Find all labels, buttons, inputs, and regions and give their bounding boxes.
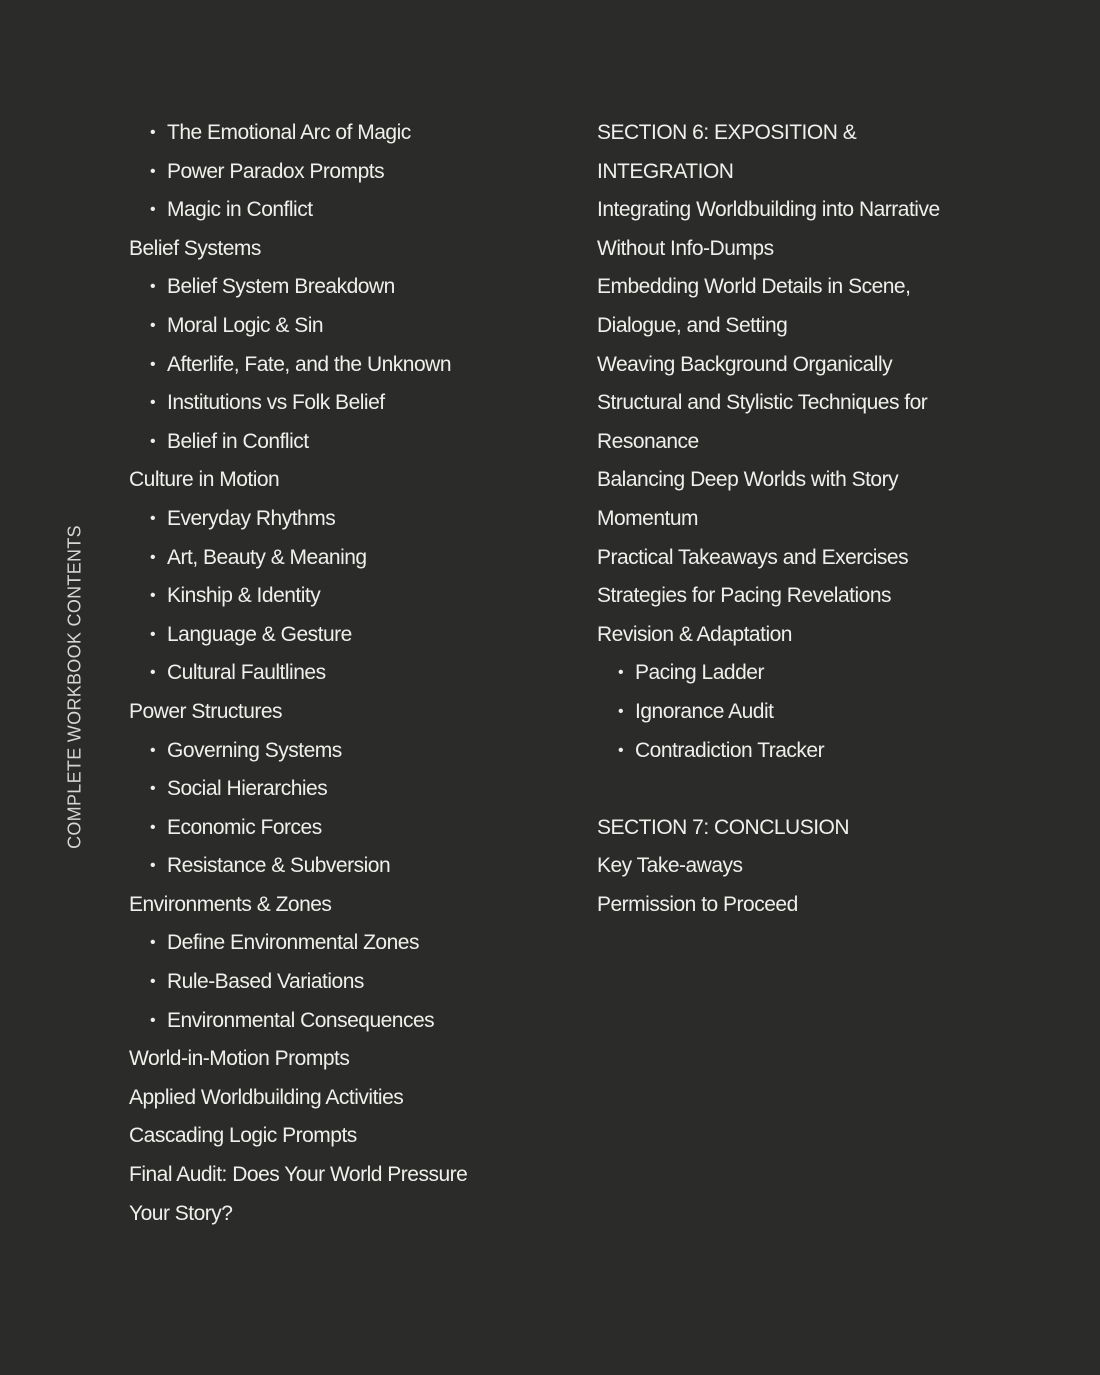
toc-text: Dialogue, and Setting: [597, 313, 788, 337]
contents-right-column: [597, 114, 1017, 924]
toc-item-world-in-motion-prompts: [129, 1040, 569, 1079]
toc-item-strategies-for-pacing-revelations: [597, 577, 1017, 616]
toc-text: Permission to Proceed: [597, 892, 798, 916]
toc-text: Key Take-aways: [597, 854, 743, 878]
section-spacer: [597, 770, 1017, 809]
toc-subitem-social-hierarchies: [129, 770, 569, 809]
toc-text: Momentum: [597, 506, 699, 530]
toc-subitem-ignorance-audit: [597, 693, 1017, 732]
bullet-icon: •: [618, 664, 624, 682]
toc-text: Final Audit: Does Your World Pressure: [129, 1163, 468, 1187]
toc-subitem-resistance-and-subversion: [129, 847, 569, 886]
toc-text: Applied Worldbuilding Activities: [129, 1085, 404, 1109]
toc-text: Cascading Logic Prompts: [129, 1124, 357, 1148]
contents-left-column: [129, 114, 569, 1233]
toc-text: Resonance: [597, 429, 699, 453]
toc-text: Institutions vs Folk Belief: [167, 391, 385, 415]
toc-item-embedding-world-details-in-scene: [597, 268, 1017, 307]
toc-subitem-economic-forces: [129, 809, 569, 848]
bullet-icon: •: [150, 857, 156, 875]
toc-subitem-belief-in-conflict: [129, 423, 569, 462]
toc-subitem-institutions-vs-folk-belief: [129, 384, 569, 423]
vertical-section-label: COMPLETE WORKBOOK CONTENTS: [64, 525, 85, 849]
toc-subitem-contradiction-tracker: [597, 732, 1017, 771]
toc-text: Cultural Faultlines: [167, 661, 326, 685]
toc-text: Embedding World Details in Scene,: [597, 275, 911, 299]
section-heading-section-7-conclusion: [597, 809, 1017, 848]
toc-text: Weaving Background Organically: [597, 352, 893, 376]
toc-item-applied-worldbuilding-activities: [129, 1079, 569, 1118]
toc-item-belief-systems: [129, 230, 569, 269]
bullet-icon: •: [618, 702, 624, 720]
toc-item-culture-in-motion: [129, 461, 569, 500]
toc-item-balancing-deep-worlds-with-story: [597, 461, 1017, 500]
toc-text: Balancing Deep Worlds with Story: [597, 468, 899, 492]
toc-text: Belief in Conflict: [167, 429, 309, 453]
toc-subitem-art-beauty-and-meaning: [129, 539, 569, 578]
bullet-icon: •: [150, 818, 156, 836]
toc-text: Rule-Based Variations: [167, 970, 364, 994]
toc-text: Power Paradox Prompts: [167, 159, 385, 183]
bullet-icon: •: [150, 316, 156, 334]
toc-item-permission-to-proceed: [597, 886, 1017, 925]
toc-subitem-afterlife-fate-and-the-unknown: [129, 346, 569, 385]
toc-text: Culture in Motion: [129, 468, 280, 492]
toc-subitem-belief-system-breakdown: [129, 268, 569, 307]
toc-text: INTEGRATION: [597, 159, 734, 183]
bullet-icon: •: [150, 548, 156, 566]
toc-text: Environments & Zones: [129, 892, 332, 916]
toc-text: Magic in Conflict: [167, 198, 313, 222]
toc-item-without-info-dumps: [597, 230, 1017, 269]
bullet-icon: •: [150, 432, 156, 450]
toc-text: Ignorance Audit: [635, 699, 774, 723]
toc-item-integrating-worldbuilding-into-narrative: [597, 191, 1017, 230]
toc-text: Revision & Adaptation: [597, 622, 792, 646]
toc-text: Power Structures: [129, 699, 283, 723]
bullet-icon: •: [150, 625, 156, 643]
toc-text: Belief Systems: [129, 236, 261, 260]
toc-text: Moral Logic & Sin: [167, 313, 324, 337]
toc-text: Afterlife, Fate, and the Unknown: [167, 352, 451, 376]
toc-item-resonance: [597, 423, 1017, 462]
toc-item-key-take-aways: [597, 847, 1017, 886]
toc-text: Contradiction Tracker: [635, 738, 825, 762]
bullet-icon: •: [150, 124, 156, 141]
toc-subitem-everyday-rhythms: [129, 500, 569, 539]
toc-text: Kinship & Identity: [167, 584, 321, 608]
toc-item-revision-and-adaptation: [597, 616, 1017, 655]
toc-text: Define Environmental Zones: [167, 931, 419, 955]
bullet-icon: •: [150, 664, 156, 682]
toc-text: Art, Beauty & Meaning: [167, 545, 367, 569]
toc-text: Everyday Rhythms: [167, 506, 336, 530]
bullet-icon: •: [150, 973, 156, 991]
toc-text: Environmental Consequences: [167, 1008, 435, 1032]
toc-subitem-governing-systems: [129, 732, 569, 771]
toc-text: Language & Gesture: [167, 622, 352, 646]
toc-text: Integrating Worldbuilding into Narrative: [597, 198, 940, 222]
toc-subitem-cultural-faultlines: [129, 654, 569, 693]
toc-text: SECTION 6: EXPOSITION &: [597, 121, 857, 144]
toc-item-final-audit-does-your-world-pressure: [129, 1156, 569, 1195]
toc-text: Social Hierarchies: [167, 777, 328, 801]
toc-text: Belief System Breakdown: [167, 275, 395, 299]
toc-text: Without Info-Dumps: [597, 236, 774, 260]
toc-text: Economic Forces: [167, 815, 322, 839]
toc-text: Governing Systems: [167, 738, 342, 762]
toc-text: SECTION 7: CONCLUSION: [597, 815, 850, 839]
toc-item-structural-and-stylistic-techniques-for: [597, 384, 1017, 423]
bullet-icon: •: [150, 201, 156, 219]
toc-item-cascading-logic-prompts: [129, 1117, 569, 1156]
toc-text: Resistance & Subversion: [167, 854, 391, 878]
bullet-icon: •: [150, 587, 156, 605]
toc-subitem-power-paradox-prompts: [129, 153, 569, 192]
toc-text: Practical Takeaways and Exercises: [597, 545, 909, 569]
section-heading-integration: [597, 153, 1017, 192]
toc-text: Strategies for Pacing Revelations: [597, 584, 891, 608]
toc-subitem-kinship-and-identity: [129, 577, 569, 616]
bullet-icon: •: [150, 355, 156, 373]
toc-text: Pacing Ladder: [635, 661, 764, 685]
toc-subitem-moral-logic-and-sin: [129, 307, 569, 346]
bullet-icon: •: [150, 741, 156, 759]
toc-subitem-magic-in-conflict: [129, 191, 569, 230]
toc-item-dialogue-and-setting: [597, 307, 1017, 346]
toc-text: Structural and Stylistic Techniques for: [597, 391, 928, 415]
toc-subitem-environmental-consequences: [129, 1002, 569, 1041]
bullet-icon: •: [150, 394, 156, 412]
toc-subitem-language-and-gesture: [129, 616, 569, 655]
toc-item-your-story: [129, 1195, 569, 1234]
toc-item-weaving-background-organically: [597, 346, 1017, 385]
bullet-icon: •: [150, 780, 156, 798]
toc-subitem-pacing-ladder: [597, 654, 1017, 693]
toc-subitem-rule-based-variations: [129, 963, 569, 1002]
toc-item-power-structures: [129, 693, 569, 732]
toc-item-environments-and-zones: [129, 886, 569, 925]
bullet-icon: •: [150, 1011, 156, 1029]
toc-item-practical-takeaways-and-exercises: [597, 539, 1017, 578]
bullet-icon: •: [150, 509, 156, 527]
bullet-icon: •: [150, 278, 156, 296]
bullet-icon: •: [150, 162, 156, 180]
section-heading-section-6-exposition-and: [597, 114, 1017, 153]
toc-subitem-the-emotional-arc-of-magic: [129, 114, 569, 153]
bullet-icon: •: [150, 934, 156, 952]
toc-subitem-define-environmental-zones: [129, 924, 569, 963]
bullet-icon: •: [618, 741, 624, 759]
toc-text: Your Story?: [129, 1201, 233, 1225]
toc-item-momentum: [597, 500, 1017, 539]
toc-text: The Emotional Arc of Magic: [167, 121, 411, 144]
toc-text: World-in-Motion Prompts: [129, 1047, 350, 1071]
